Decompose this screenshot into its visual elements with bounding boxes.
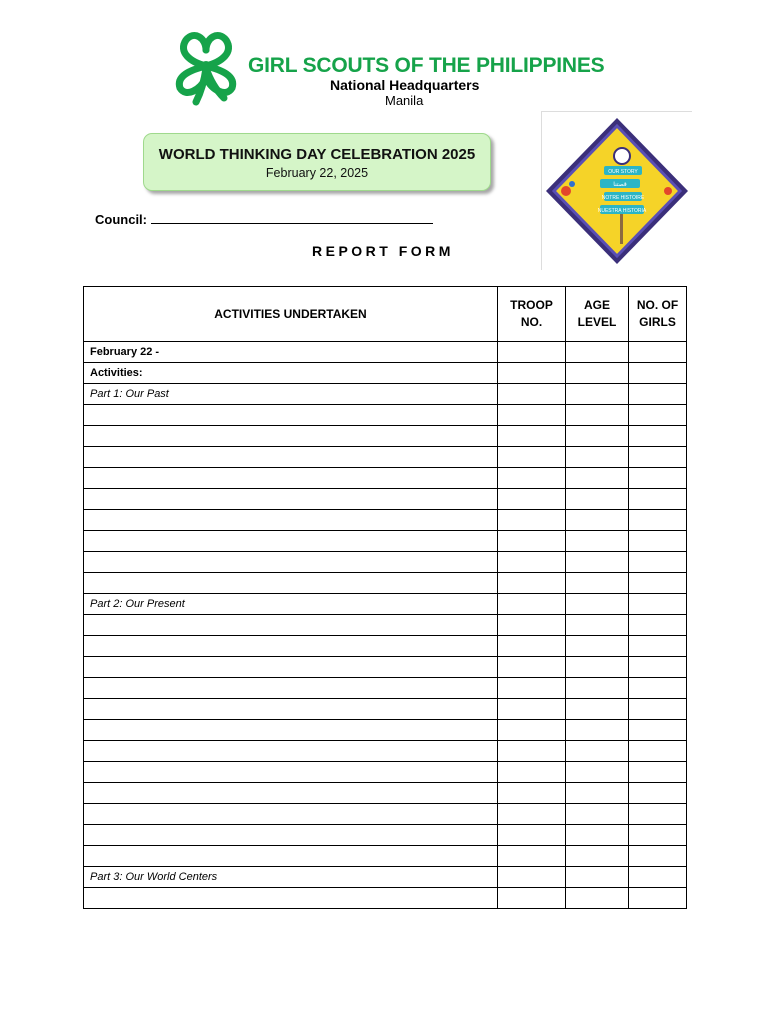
table-row	[84, 447, 687, 468]
troop-no-cell[interactable]	[498, 510, 566, 531]
no-of-girls-cell[interactable]	[629, 405, 687, 426]
age-level-cell[interactable]	[566, 615, 629, 636]
age-level-cell[interactable]	[566, 426, 629, 447]
age-level-cell[interactable]	[566, 636, 629, 657]
troop-no-cell[interactable]	[498, 573, 566, 594]
age-level-cell[interactable]	[566, 510, 629, 531]
activity-cell[interactable]	[84, 678, 498, 699]
no-of-girls-cell[interactable]	[629, 825, 687, 846]
org-subtitle: National Headquarters	[330, 77, 480, 93]
activity-cell[interactable]	[84, 657, 498, 678]
report-form-title: REPORT FORM	[312, 243, 454, 259]
table-row	[84, 615, 687, 636]
table-row	[84, 363, 687, 384]
table-row	[84, 489, 687, 510]
troop-no-cell[interactable]	[498, 552, 566, 573]
globe-icon	[614, 148, 630, 164]
activity-cell[interactable]	[84, 405, 498, 426]
troop-no-cell[interactable]	[498, 867, 566, 888]
activity-cell[interactable]	[84, 804, 498, 825]
troop-no-cell[interactable]	[498, 363, 566, 384]
badge-text-3: NOTRE HISTOIRE	[601, 195, 645, 201]
activity-cell[interactable]: Part 2: Our Present	[84, 594, 498, 615]
badge-text-2: قصتنا	[613, 181, 627, 188]
troop-no-cell[interactable]	[498, 699, 566, 720]
table-row	[84, 888, 687, 909]
activity-cell[interactable]	[84, 468, 498, 489]
age-level-cell[interactable]	[566, 573, 629, 594]
no-of-girls-cell[interactable]	[629, 678, 687, 699]
table-row	[84, 762, 687, 783]
activity-cell[interactable]: Part 1: Our Past	[84, 384, 498, 405]
no-of-girls-cell[interactable]	[629, 741, 687, 762]
activity-cell[interactable]	[84, 573, 498, 594]
no-of-girls-cell[interactable]	[629, 468, 687, 489]
age-level-cell[interactable]	[566, 804, 629, 825]
troop-no-cell[interactable]	[498, 489, 566, 510]
age-level-cell[interactable]	[566, 342, 629, 363]
activity-cell[interactable]	[84, 426, 498, 447]
troop-no-cell[interactable]	[498, 846, 566, 867]
age-level-cell[interactable]	[566, 552, 629, 573]
council-blank-line[interactable]	[151, 211, 433, 224]
age-level-cell[interactable]	[566, 594, 629, 615]
council-label: Council:	[95, 212, 147, 227]
event-banner	[143, 133, 491, 191]
age-level-cell[interactable]	[566, 867, 629, 888]
age-level-cell[interactable]	[566, 405, 629, 426]
age-level-cell[interactable]	[566, 699, 629, 720]
org-header	[170, 28, 610, 108]
activity-cell[interactable]	[84, 552, 498, 573]
header-no-of-girls: NO. OF GIRLS	[629, 287, 687, 342]
header-troop-no: TROOP NO.	[498, 287, 566, 342]
age-level-cell[interactable]	[566, 720, 629, 741]
age-level-cell[interactable]	[566, 678, 629, 699]
activity-cell[interactable]	[84, 846, 498, 867]
troop-no-cell[interactable]	[498, 468, 566, 489]
table-row	[84, 741, 687, 762]
activity-cell[interactable]	[84, 783, 498, 804]
no-of-girls-cell[interactable]	[629, 615, 687, 636]
no-of-girls-cell[interactable]	[629, 867, 687, 888]
table-row	[84, 825, 687, 846]
header-age-level: AGE LEVEL	[566, 287, 629, 342]
table-row	[84, 636, 687, 657]
org-name: GIRL SCOUTS OF THE PHILIPPINES	[248, 54, 605, 77]
no-of-girls-cell[interactable]	[629, 342, 687, 363]
badge-text-1: OUR STORY	[608, 169, 638, 175]
age-level-cell[interactable]	[566, 447, 629, 468]
activity-cell[interactable]	[84, 825, 498, 846]
age-level-cell[interactable]	[566, 825, 629, 846]
activity-cell[interactable]	[84, 636, 498, 657]
report-table	[83, 286, 687, 909]
table-row	[84, 867, 687, 888]
council-field[interactable]	[95, 211, 433, 227]
badge-image	[542, 112, 692, 270]
activity-cell[interactable]	[84, 489, 498, 510]
table-row	[84, 657, 687, 678]
age-level-cell[interactable]	[566, 657, 629, 678]
troop-no-cell[interactable]	[498, 720, 566, 741]
age-level-cell[interactable]	[566, 468, 629, 489]
event-title: WORLD THINKING DAY CELEBRATION 2025	[158, 146, 476, 163]
age-level-cell[interactable]	[566, 783, 629, 804]
header-activities: ACTIVITIES UNDERTAKEN	[84, 287, 498, 342]
troop-no-cell[interactable]	[498, 657, 566, 678]
no-of-girls-cell[interactable]	[629, 846, 687, 867]
no-of-girls-cell[interactable]	[629, 384, 687, 405]
table-row	[84, 342, 687, 363]
table-row	[84, 699, 687, 720]
activity-cell[interactable]	[84, 888, 498, 909]
activity-cell[interactable]	[84, 762, 498, 783]
activity-cell[interactable]	[84, 447, 498, 468]
no-of-girls-cell[interactable]	[629, 762, 687, 783]
no-of-girls-cell[interactable]	[629, 510, 687, 531]
troop-no-cell[interactable]	[498, 762, 566, 783]
troop-no-cell[interactable]	[498, 531, 566, 552]
age-level-cell[interactable]	[566, 531, 629, 552]
no-of-girls-cell[interactable]	[629, 552, 687, 573]
table-row	[84, 426, 687, 447]
age-level-cell[interactable]	[566, 846, 629, 867]
table-row	[84, 804, 687, 825]
report-table-body	[84, 342, 687, 909]
world-thinking-day-badge	[541, 111, 692, 270]
troop-no-cell[interactable]	[498, 804, 566, 825]
troop-no-cell[interactable]	[498, 636, 566, 657]
table-row	[84, 510, 687, 531]
troop-no-cell[interactable]	[498, 426, 566, 447]
age-level-cell[interactable]	[566, 363, 629, 384]
activity-cell[interactable]	[84, 699, 498, 720]
table-header-row	[84, 287, 687, 342]
table-row	[84, 531, 687, 552]
table-row	[84, 678, 687, 699]
troop-no-cell[interactable]	[498, 825, 566, 846]
troop-no-cell[interactable]	[498, 678, 566, 699]
activity-cell[interactable]: Activities:	[84, 363, 498, 384]
no-of-girls-cell[interactable]	[629, 888, 687, 909]
table-row	[84, 573, 687, 594]
troop-no-cell[interactable]	[498, 447, 566, 468]
badge-text-4: NUESTRA HISTORIA	[597, 208, 647, 214]
age-level-cell[interactable]	[566, 888, 629, 909]
no-of-girls-cell[interactable]	[629, 699, 687, 720]
no-of-girls-cell[interactable]	[629, 531, 687, 552]
no-of-girls-cell[interactable]	[629, 804, 687, 825]
age-level-cell[interactable]	[566, 741, 629, 762]
table-row	[84, 783, 687, 804]
no-of-girls-cell[interactable]	[629, 636, 687, 657]
troop-no-cell[interactable]	[498, 405, 566, 426]
table-row	[84, 405, 687, 426]
no-of-girls-cell[interactable]	[629, 573, 687, 594]
no-of-girls-cell[interactable]	[629, 720, 687, 741]
table-row	[84, 552, 687, 573]
troop-no-cell[interactable]	[498, 594, 566, 615]
no-of-girls-cell[interactable]	[629, 657, 687, 678]
no-of-girls-cell[interactable]	[629, 363, 687, 384]
troop-no-cell[interactable]	[498, 741, 566, 762]
no-of-girls-cell[interactable]	[629, 447, 687, 468]
table-row	[84, 468, 687, 489]
table-row	[84, 384, 687, 405]
troop-no-cell[interactable]	[498, 888, 566, 909]
activity-cell[interactable]: Part 3: Our World Centers	[84, 867, 498, 888]
age-level-cell[interactable]	[566, 762, 629, 783]
age-level-cell[interactable]	[566, 384, 629, 405]
table-row	[84, 594, 687, 615]
table-row	[84, 846, 687, 867]
age-level-cell[interactable]	[566, 489, 629, 510]
activity-cell[interactable]	[84, 510, 498, 531]
trefoil-logo-icon	[170, 28, 242, 106]
activity-cell[interactable]: February 22 -	[84, 342, 498, 363]
troop-no-cell[interactable]	[498, 342, 566, 363]
activity-cell[interactable]	[84, 531, 498, 552]
activity-cell[interactable]	[84, 741, 498, 762]
activity-cell[interactable]	[84, 720, 498, 741]
no-of-girls-cell[interactable]	[629, 426, 687, 447]
troop-no-cell[interactable]	[498, 615, 566, 636]
table-row	[84, 720, 687, 741]
no-of-girls-cell[interactable]	[629, 783, 687, 804]
event-date: February 22, 2025	[265, 166, 369, 180]
activity-cell[interactable]	[84, 615, 498, 636]
troop-no-cell[interactable]	[498, 384, 566, 405]
org-city: Manila	[385, 93, 424, 108]
no-of-girls-cell[interactable]	[629, 594, 687, 615]
no-of-girls-cell[interactable]	[629, 489, 687, 510]
troop-no-cell[interactable]	[498, 783, 566, 804]
